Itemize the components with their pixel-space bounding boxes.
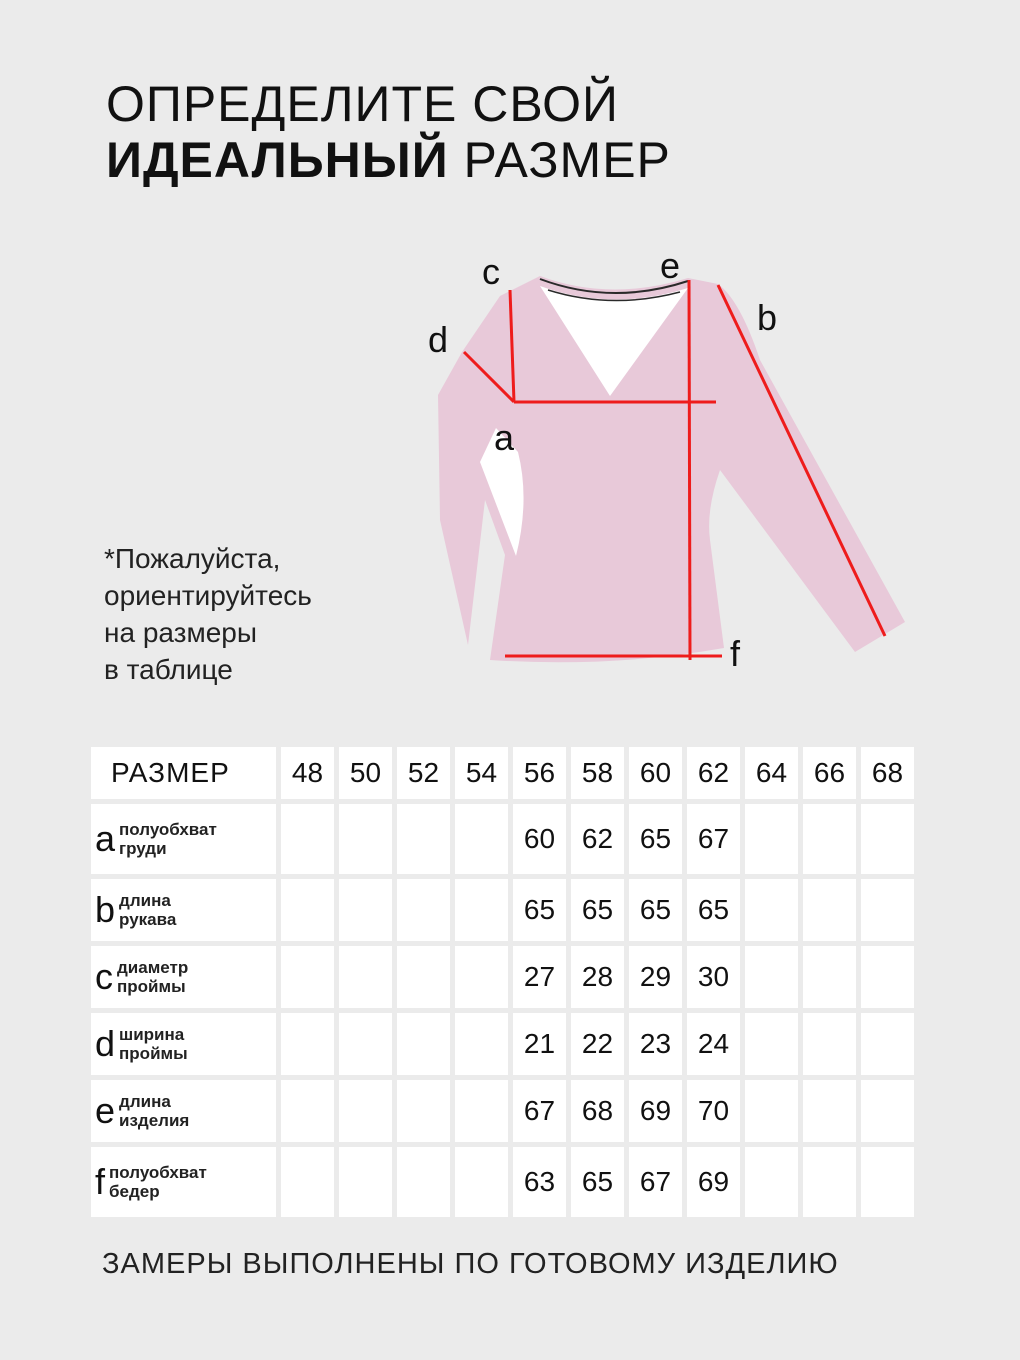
row-desc-2: груди bbox=[119, 839, 167, 858]
table-cell bbox=[455, 1147, 508, 1217]
table-cell: 27 bbox=[513, 946, 566, 1008]
table-cell bbox=[339, 879, 392, 941]
table-cell bbox=[339, 1013, 392, 1075]
row-label bbox=[91, 804, 276, 874]
table-cell: 60 bbox=[513, 804, 566, 874]
size-table bbox=[86, 742, 919, 1222]
row-letter: b bbox=[95, 889, 116, 930]
table-cell bbox=[455, 946, 508, 1008]
row-desc-2: изделия bbox=[119, 1111, 190, 1130]
table-cell bbox=[339, 1080, 392, 1142]
size-66: 66 bbox=[803, 747, 856, 799]
table-cell: 67 bbox=[513, 1080, 566, 1142]
table-cell bbox=[803, 1147, 856, 1217]
title-line-1: ОПРЕДЕЛИТЕ СВОЙ bbox=[106, 76, 619, 132]
table-cell bbox=[745, 879, 798, 941]
row-desc-1: полуобхват bbox=[119, 820, 217, 839]
table-cell bbox=[745, 946, 798, 1008]
row-label bbox=[91, 879, 276, 941]
table-row bbox=[91, 946, 914, 1008]
table-cell bbox=[397, 879, 450, 941]
row-desc-2: бедер bbox=[109, 1182, 160, 1201]
table-cell: 67 bbox=[687, 804, 740, 874]
table-cell bbox=[455, 1080, 508, 1142]
size-header-label: РАЗМЕР bbox=[91, 747, 276, 799]
table-cell: 67 bbox=[629, 1147, 682, 1217]
table-cell: 63 bbox=[513, 1147, 566, 1217]
row-label-inner bbox=[95, 958, 276, 996]
table-cell: 65 bbox=[629, 804, 682, 874]
table-cell bbox=[455, 804, 508, 874]
row-desc-1: полуобхват bbox=[109, 1163, 207, 1182]
table-cell bbox=[745, 1147, 798, 1217]
table-cell bbox=[745, 1013, 798, 1075]
table-cell bbox=[803, 804, 856, 874]
size-header-row bbox=[91, 747, 914, 799]
table-cell bbox=[861, 879, 914, 941]
table-cell bbox=[861, 804, 914, 874]
table-cell bbox=[861, 1013, 914, 1075]
table-cell bbox=[397, 1080, 450, 1142]
table-cell: 65 bbox=[629, 879, 682, 941]
table-cell: 65 bbox=[571, 1147, 624, 1217]
row-desc-2: проймы bbox=[117, 977, 186, 996]
table-cell: 65 bbox=[513, 879, 566, 941]
table-cell bbox=[397, 804, 450, 874]
table-cell bbox=[745, 1080, 798, 1142]
size-62: 62 bbox=[687, 747, 740, 799]
row-label bbox=[91, 1080, 276, 1142]
row-label bbox=[91, 1013, 276, 1075]
size-58: 58 bbox=[571, 747, 624, 799]
table-row bbox=[91, 804, 914, 874]
measure-e bbox=[689, 280, 690, 660]
row-letter: d bbox=[95, 1023, 116, 1064]
table-cell: 30 bbox=[687, 946, 740, 1008]
size-56: 56 bbox=[513, 747, 566, 799]
row-desc bbox=[119, 891, 176, 929]
table-row bbox=[91, 1013, 914, 1075]
row-label bbox=[91, 1147, 276, 1217]
label-f: f bbox=[730, 633, 741, 674]
label-a: a bbox=[494, 417, 515, 458]
page-title bbox=[106, 76, 671, 188]
row-letter: c bbox=[95, 956, 113, 997]
title-rest: РАЗМЕР bbox=[448, 132, 671, 188]
label-e: e bbox=[660, 245, 681, 286]
table-cell: 22 bbox=[571, 1013, 624, 1075]
table-cell: 62 bbox=[571, 804, 624, 874]
size-60: 60 bbox=[629, 747, 682, 799]
label-c: c bbox=[482, 251, 500, 292]
table-cell bbox=[803, 1013, 856, 1075]
note-line-2: ориентируйтесь bbox=[104, 580, 312, 611]
size-note bbox=[104, 540, 312, 688]
row-desc bbox=[119, 1025, 188, 1063]
note-line-3: на размеры bbox=[104, 617, 258, 648]
footer-note: ЗАМЕРЫ ВЫПОЛНЕНЫ ПО ГОТОВОМУ ИЗДЕЛИЮ bbox=[102, 1248, 839, 1280]
row-desc-1: ширина bbox=[119, 1025, 185, 1044]
table-cell bbox=[281, 879, 334, 941]
table-cell bbox=[455, 1013, 508, 1075]
size-48: 48 bbox=[281, 747, 334, 799]
table-cell: 70 bbox=[687, 1080, 740, 1142]
label-b: b bbox=[757, 297, 778, 338]
table-cell bbox=[339, 804, 392, 874]
table-cell: 65 bbox=[571, 879, 624, 941]
table-cell bbox=[397, 946, 450, 1008]
table-row bbox=[91, 879, 914, 941]
row-desc-1: длина bbox=[119, 1092, 171, 1111]
table-cell bbox=[803, 1080, 856, 1142]
row-letter: f bbox=[95, 1161, 106, 1202]
table-cell: 65 bbox=[687, 879, 740, 941]
size-52: 52 bbox=[397, 747, 450, 799]
size-50: 50 bbox=[339, 747, 392, 799]
table-cell bbox=[861, 946, 914, 1008]
garment-diagram bbox=[400, 240, 920, 680]
note-line-4: в таблице bbox=[104, 654, 233, 685]
row-label bbox=[91, 946, 276, 1008]
row-desc bbox=[119, 1092, 189, 1130]
row-desc bbox=[119, 820, 217, 858]
table-cell: 29 bbox=[629, 946, 682, 1008]
table-cell: 28 bbox=[571, 946, 624, 1008]
row-desc bbox=[109, 1163, 207, 1201]
row-label-inner bbox=[95, 820, 276, 858]
table-cell bbox=[281, 946, 334, 1008]
table-cell bbox=[281, 1147, 334, 1217]
row-letter: a bbox=[95, 818, 116, 859]
table-cell bbox=[803, 946, 856, 1008]
label-d: d bbox=[428, 319, 449, 360]
table-cell bbox=[281, 1013, 334, 1075]
table-cell: 69 bbox=[629, 1080, 682, 1142]
table-cell: 23 bbox=[629, 1013, 682, 1075]
row-label-inner bbox=[95, 1025, 276, 1063]
note-line-1: *Пожалуйста, bbox=[104, 543, 281, 574]
row-label-inner bbox=[95, 891, 276, 929]
row-desc bbox=[117, 958, 188, 996]
row-letter: e bbox=[95, 1090, 116, 1131]
row-desc-2: проймы bbox=[119, 1044, 188, 1063]
table-cell: 21 bbox=[513, 1013, 566, 1075]
size-54: 54 bbox=[455, 747, 508, 799]
table-cell bbox=[339, 1147, 392, 1217]
row-desc-2: рукава bbox=[119, 910, 177, 929]
table-cell: 69 bbox=[687, 1147, 740, 1217]
row-desc-1: диаметр bbox=[117, 958, 189, 977]
table-cell bbox=[281, 1080, 334, 1142]
title-bold-word: ИДЕАЛЬНЫЙ bbox=[106, 132, 449, 188]
table-cell: 24 bbox=[687, 1013, 740, 1075]
table-cell bbox=[861, 1147, 914, 1217]
table-row bbox=[91, 1080, 914, 1142]
table-cell bbox=[803, 879, 856, 941]
table-cell bbox=[455, 879, 508, 941]
table-cell bbox=[339, 946, 392, 1008]
table-cell bbox=[397, 1013, 450, 1075]
size-68: 68 bbox=[861, 747, 914, 799]
row-label-inner bbox=[95, 1163, 276, 1201]
row-label-inner bbox=[95, 1092, 276, 1130]
table-cell bbox=[281, 804, 334, 874]
table-row bbox=[91, 1147, 914, 1217]
table-cell bbox=[861, 1080, 914, 1142]
title-line-2 bbox=[106, 132, 671, 188]
table-cell bbox=[745, 804, 798, 874]
size-64: 64 bbox=[745, 747, 798, 799]
row-desc-1: длина bbox=[119, 891, 171, 910]
table-cell bbox=[397, 1147, 450, 1217]
table-cell: 68 bbox=[571, 1080, 624, 1142]
